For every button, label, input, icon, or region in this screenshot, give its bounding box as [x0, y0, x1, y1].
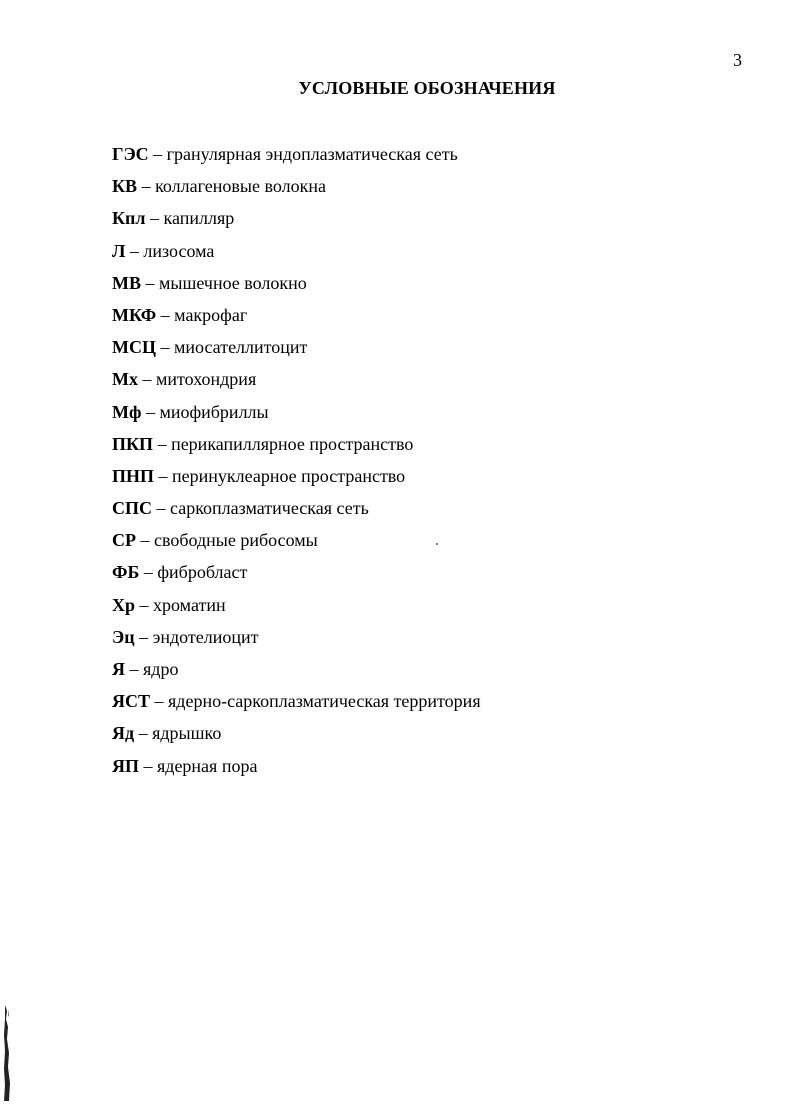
abbreviation-term: СПС: [112, 498, 152, 519]
abbreviation-definition: – миофибриллы: [141, 401, 269, 422]
abbreviation-definition: – свободные рибосомы: [136, 530, 318, 551]
abbreviation-item: [112, 400, 481, 432]
abbreviation-item: [112, 303, 481, 335]
page-title: УСЛОВНЫЕ ОБОЗНАЧЕНИЯ: [298, 78, 556, 98]
abbreviation-definition: – перинуклеарное пространство: [154, 465, 406, 486]
abbreviation-definition: – макрофаг: [156, 304, 248, 325]
abbreviation-list: [112, 142, 481, 786]
abbreviation-item: [112, 754, 481, 786]
abbreviation-term: КВ: [112, 176, 138, 197]
abbreviation-term: МСЦ: [112, 337, 156, 358]
abbreviation-definition: – ядерная пора: [139, 755, 258, 776]
abbreviation-term: Яд: [112, 723, 135, 744]
abbreviation-item: [112, 335, 481, 367]
abbreviation-item: [112, 239, 481, 271]
abbreviation-term: ФБ: [112, 562, 140, 583]
abbreviation-definition: – мышечное волокно: [141, 272, 307, 293]
abbreviation-item: [112, 689, 481, 721]
abbreviation-item: [112, 721, 481, 753]
abbreviation-item: [112, 174, 481, 206]
abbreviation-term: Мх: [112, 369, 138, 390]
scan-speck: [436, 543, 438, 545]
abbreviation-definition: – ядрышко: [134, 723, 222, 744]
abbreviation-definition: – саркоплазматическая сеть: [152, 498, 369, 519]
abbreviation-term: Мф: [112, 401, 142, 422]
abbreviation-definition: – эндотелиоцит: [134, 626, 259, 647]
abbreviation-definition: – ядро: [125, 659, 179, 679]
abbreviation-item: [112, 496, 481, 528]
abbreviation-item: [112, 593, 481, 625]
page-number: 3: [733, 50, 742, 70]
abbreviation-term: Кпл: [112, 208, 146, 229]
abbreviation-term: ЯП: [112, 755, 139, 776]
abbreviation-term: ГЭС: [112, 144, 149, 164]
abbreviation-item: [112, 142, 481, 174]
abbreviation-term: Л: [112, 240, 126, 261]
abbreviation-term: ПНП: [112, 465, 155, 486]
abbreviation-term: ПКП: [112, 433, 154, 454]
abbreviation-term: СР: [112, 530, 136, 551]
abbreviation-term: Хр: [112, 594, 136, 615]
abbreviation-definition: – перикапиллярное пространство: [153, 433, 414, 454]
abbreviation-item: [112, 206, 481, 238]
abbreviation-definition: – коллагеновые волокна: [137, 176, 326, 197]
abbreviation-term: МКФ: [112, 304, 157, 325]
scan-edge-mark: [3, 1005, 11, 1101]
abbreviation-item: [112, 367, 481, 399]
abbreviation-item: [112, 271, 481, 303]
abbreviation-item: [112, 464, 481, 496]
abbreviation-item: [112, 528, 481, 560]
abbreviation-term: ЯСТ: [112, 691, 151, 712]
abbreviation-item: [112, 657, 481, 689]
abbreviation-term: МВ: [112, 272, 141, 293]
abbreviation-item: [112, 625, 481, 657]
abbreviation-term: Я: [112, 659, 125, 679]
abbreviation-definition: – капилляр: [145, 208, 235, 229]
abbreviation-item: [112, 560, 481, 592]
abbreviation-definition: – митохондрия: [138, 369, 257, 390]
abbreviation-definition: – гранулярная эндоплазматическая сеть: [148, 144, 458, 164]
abbreviation-term: Эц: [112, 626, 135, 647]
abbreviation-definition: – лизосома: [125, 240, 215, 261]
abbreviation-definition: – хроматин: [135, 594, 226, 615]
abbreviation-item: [112, 432, 481, 464]
abbreviation-definition: – ядерно-саркоплазматическая территория: [150, 691, 481, 712]
abbreviation-definition: – фибробласт: [139, 562, 248, 583]
abbreviation-definition: – миосателлитоцит: [156, 337, 308, 358]
